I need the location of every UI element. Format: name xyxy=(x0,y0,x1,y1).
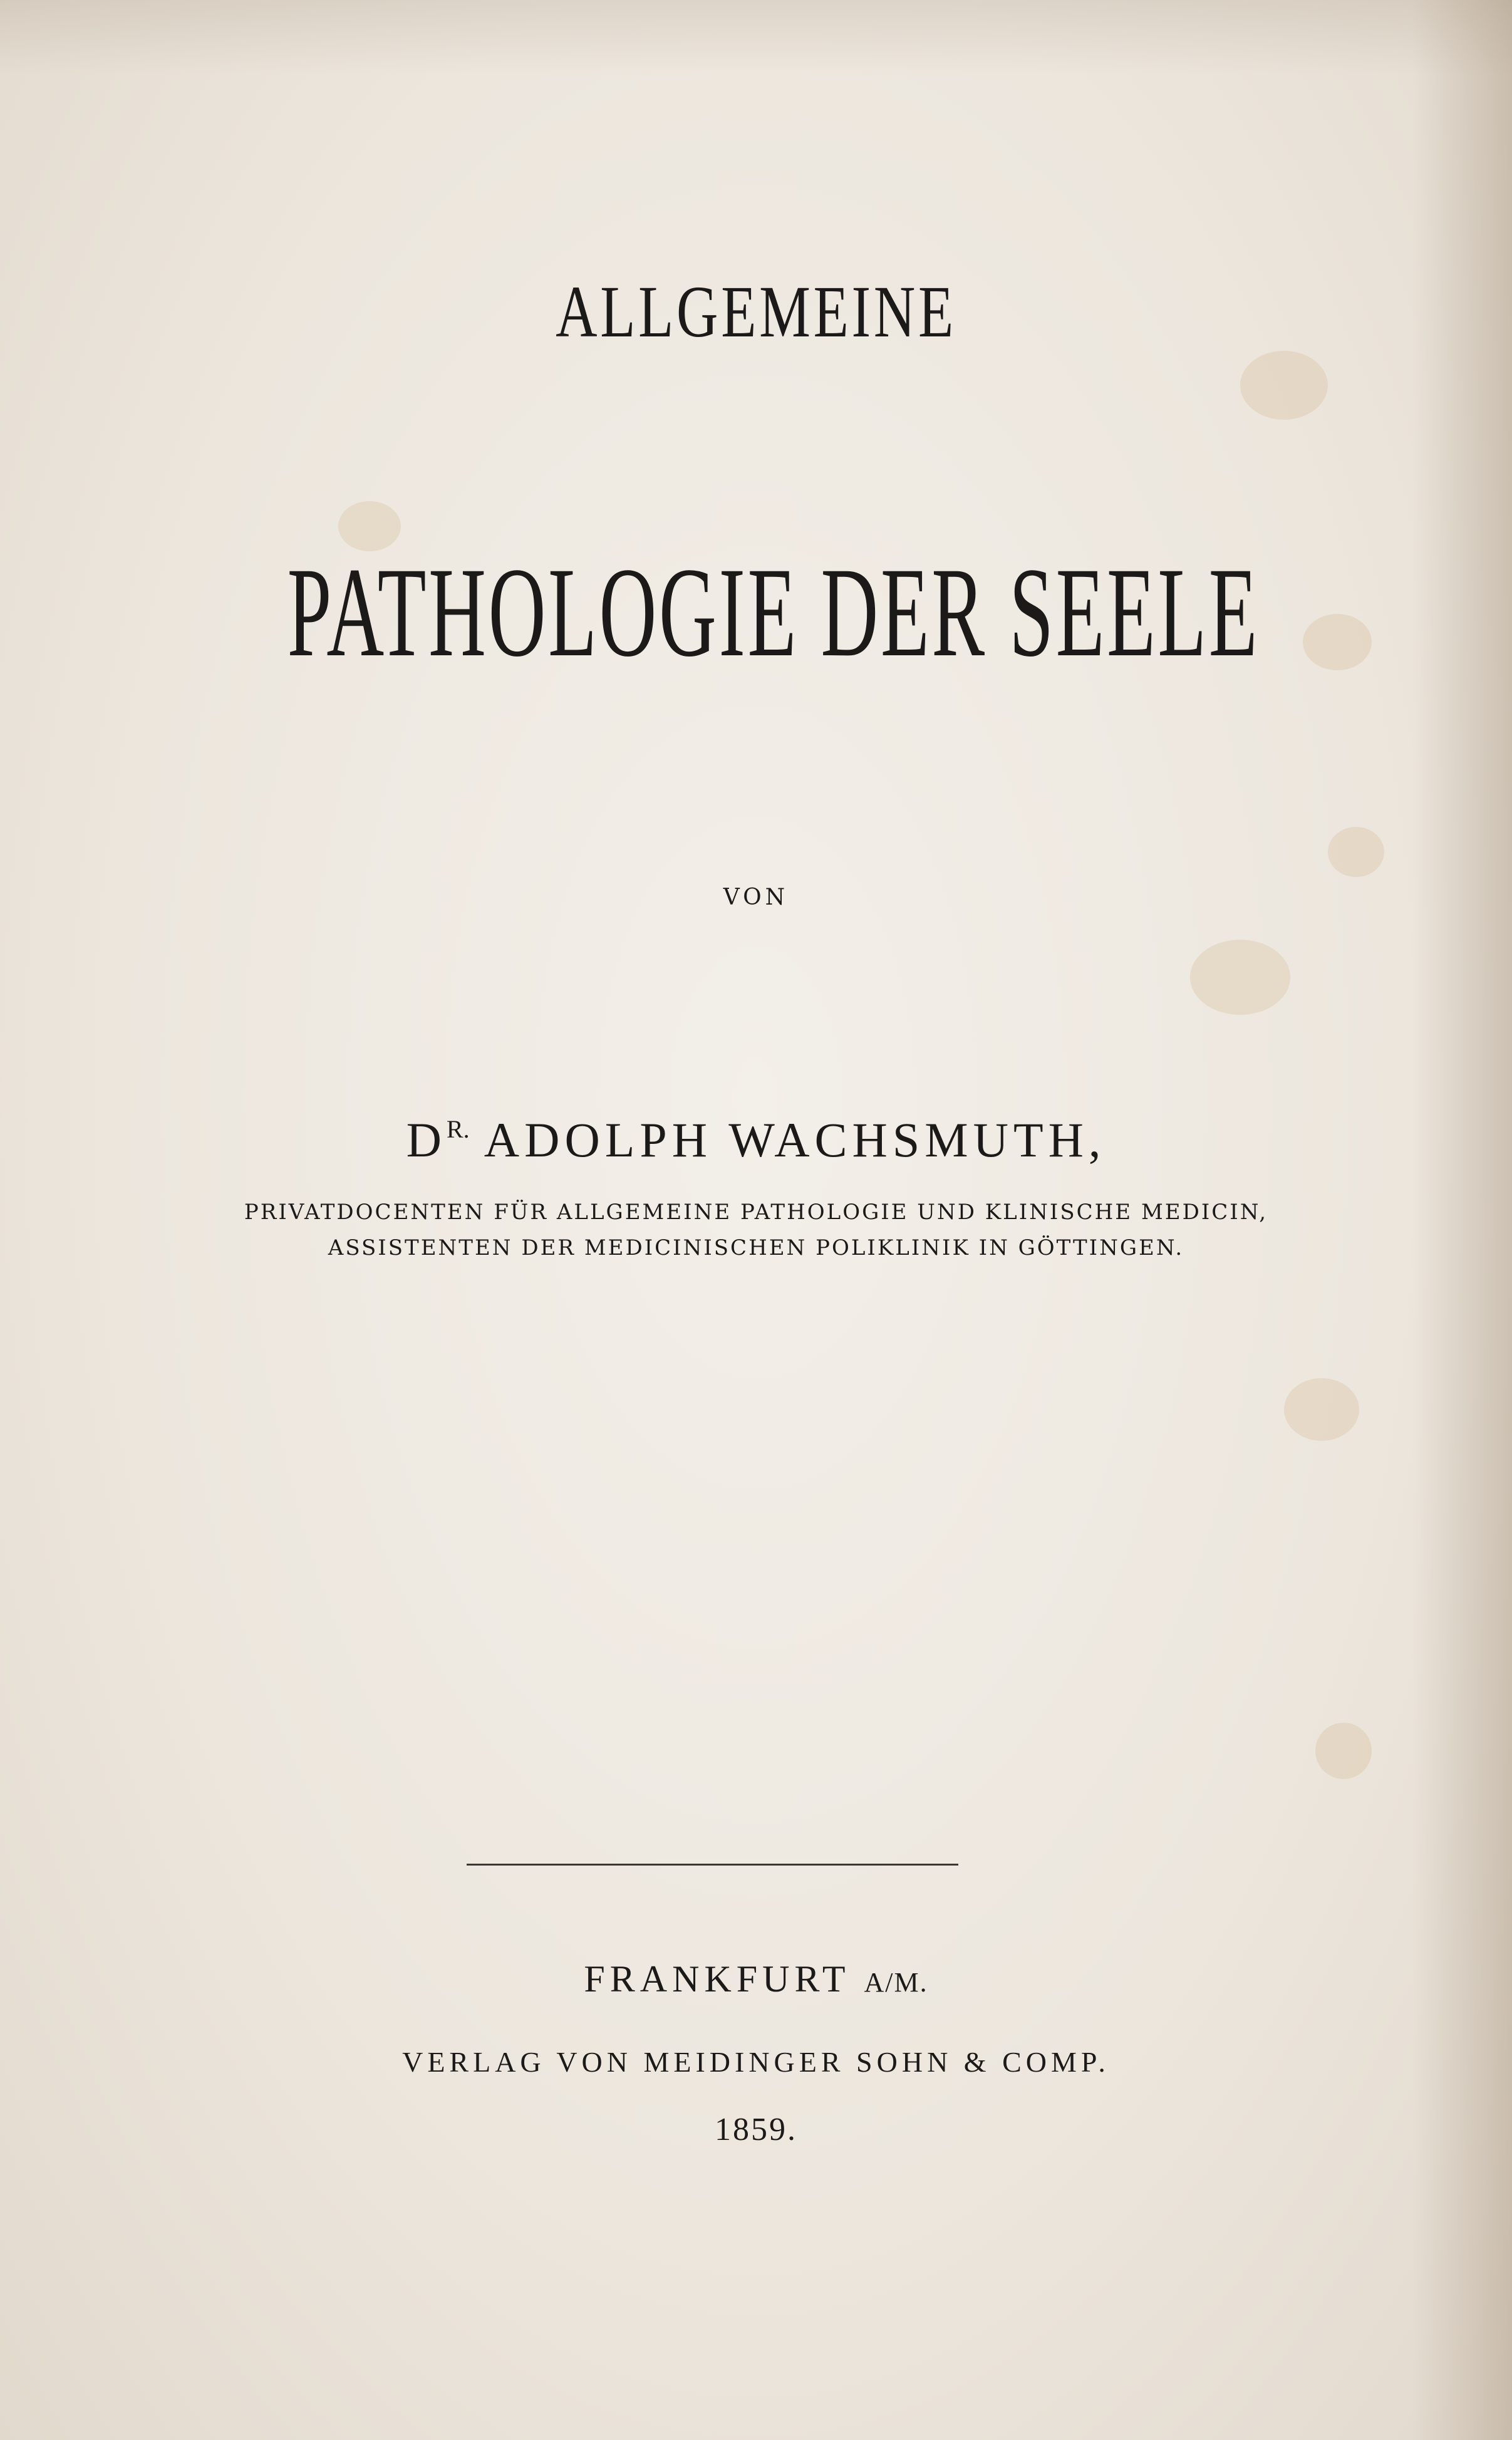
author-prefix: D xyxy=(406,1113,447,1167)
by-line: VON xyxy=(723,885,789,910)
foxing-stain xyxy=(1240,351,1328,420)
affiliation-line-1: PRIVATDOCENTEN FÜR ALLGEMEINE PATHOLOGIE UND KLINISCHE MEDICIN, xyxy=(244,1200,1268,1225)
publication-year: 1859. xyxy=(715,2112,797,2147)
foxing-stain xyxy=(1328,827,1384,877)
foxing-stain xyxy=(1284,1378,1359,1441)
author-prefix-sup: R. xyxy=(446,1115,470,1143)
foxing-stain xyxy=(1190,940,1290,1015)
main-title: PATHOLOGIE DER SEELE xyxy=(287,541,1260,683)
city-suffix: A/M. xyxy=(864,1967,928,1998)
imprint-city xyxy=(0,1958,1512,2001)
page-top-shading xyxy=(0,0,1512,75)
affiliation-line-2: ASSISTENTEN DER MEDICINISCHEN POLIKLINIK IN GÖTTINGEN. xyxy=(328,1235,1184,1260)
title-line-1: ALLGEMEINE xyxy=(556,271,956,353)
foxing-stain xyxy=(1303,614,1372,670)
divider-rule xyxy=(467,1864,958,1866)
foxing-stain xyxy=(1315,1723,1372,1779)
author xyxy=(0,1112,1512,1168)
author-name: ADOLPH WACHSMUTH, xyxy=(484,1113,1106,1167)
publisher: VERLAG VON MEIDINGER SOHN & COMP. xyxy=(402,2046,1110,2078)
city-name: FRANKFURT xyxy=(584,1958,850,2000)
